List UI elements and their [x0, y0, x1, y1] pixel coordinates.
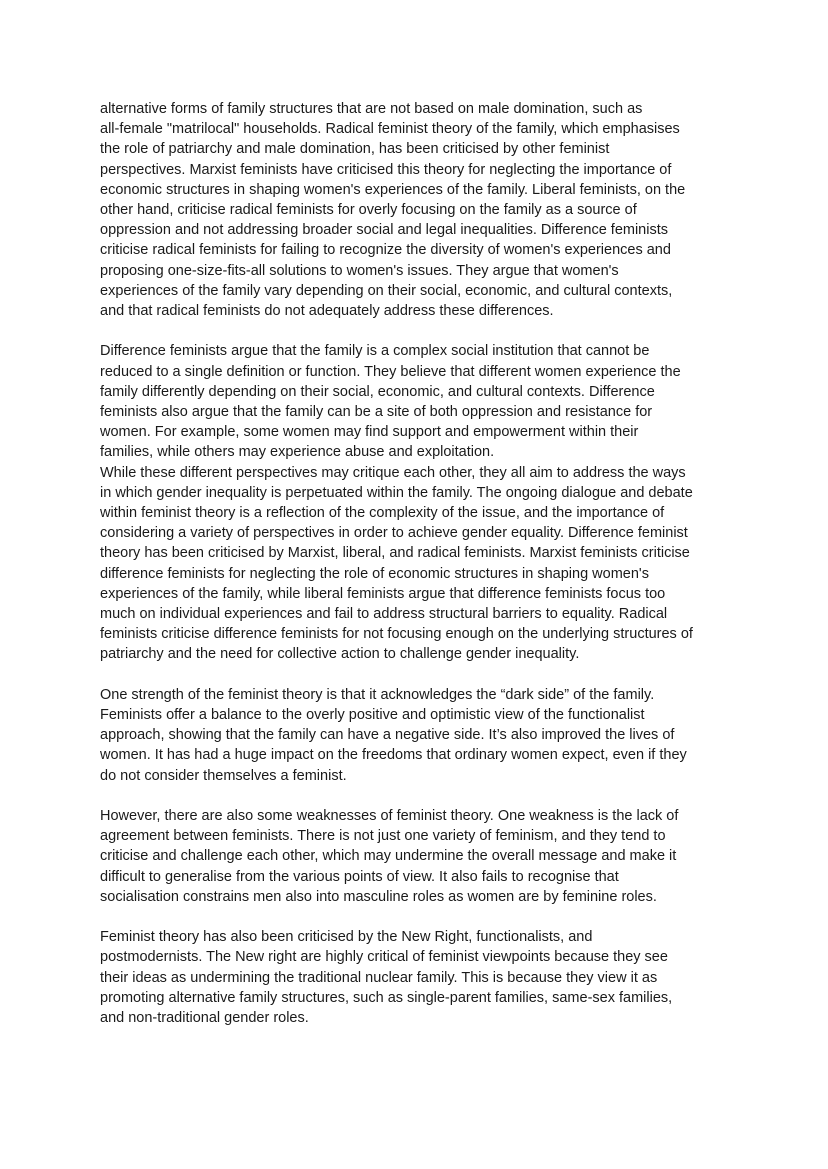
paragraph-difference-feminists: Difference feminists argue that the family is a complex social institution that cannot be reduced to a single definition or function. They believe that different women experience the family differently depending on their social, economic, and cultural contexts. Difference feminists also argue that the family can be a site of both oppression and resistance for women. For example, some women may find support and empowerment within their families, while others may experience abuse and exploitation. While these different perspectives may critique each other, they all aim to address the ways in which gender inequality is perpetuated within the family. The ongoing dialogue and debate within feminist theory is a reflection of the complexity of the issue, and the importance of considering a variety of perspectives in order to achieve gender equality. Difference feminist theory has been criticised by Marxist, liberal, and radical feminists. Marxist feminists criticise difference feminists for neglecting the role of economic structures in shaping women's experiences of the family, while liberal feminists argue that difference feminists focus too much on individual experiences and fail to address structural barriers to equality. Radical feminists criticise difference feminists for not focusing enough on the underlying structures of patriarchy and the need for collective action to challenge gender inequality.: [100, 343, 693, 663]
paragraph-new-right-critique: Feminist theory has also been criticised by the New Right, functionalists, and postmodernists. The New right are highly critical of feminist viewpoints because they see their ideas as undermining the traditional nuclear family. This is because they view it as promoting alternative family structures, such as single-parent families, same-sex families, and non-traditional gender roles.: [100, 929, 673, 1027]
document-body: [100, 99, 730, 1028]
paragraph-spacer: [100, 321, 730, 341]
paragraph-spacer: [100, 786, 730, 806]
paragraph-strengths: One strength of the feminist theory is that it acknowledges the “dark side” of the family. Feminists offer a balance to the overly positive and optimistic view of the functionalist approach, showing that the family can have a negative side. It’s also improved the lives of women. It has had a huge impact on the freedoms that ordinary women expect, even if they do not consider themselves a feminist.: [100, 686, 687, 784]
paragraph-spacer: [100, 665, 730, 685]
paragraph-weaknesses: However, there are also some weaknesses of feminist theory. One weakness is the lack of agreement between feminists. There is not just one variety of feminism, and they tend to criticise and challenge each other, which may undermine the overall message and make it difficult to generalise from the various points of view. It also fails to recognise that socialisation constrains men also into masculine roles as women are by feminine roles.: [100, 808, 679, 905]
paragraph-spacer: [100, 907, 730, 927]
paragraph-radical-feminist-critique: alternative forms of family structures that are not based on male domination, such as all-female "matrilocal" households. Radical feminist theory of the family, which emphasises the role of patriarchy and male domination, has been criticised by other feminist perspectives. Marxist feminists have criticised this theory for neglecting the importance of economic structures in shaping women's experiences of the family. Liberal feminists, on the other hand, criticise radical feminists for overly focusing on the family as a source of oppression and not addressing broader social and legal inequalities. Difference feminists criticise radical feminists for failing to recognize the diversity of women's experiences and proposing one-size-fits-all solutions to women's issues. They argue that women's experiences of the family vary depending on their social, economic, and cultural contexts, and that radical feminists do not adequately address these differences.: [100, 101, 686, 320]
